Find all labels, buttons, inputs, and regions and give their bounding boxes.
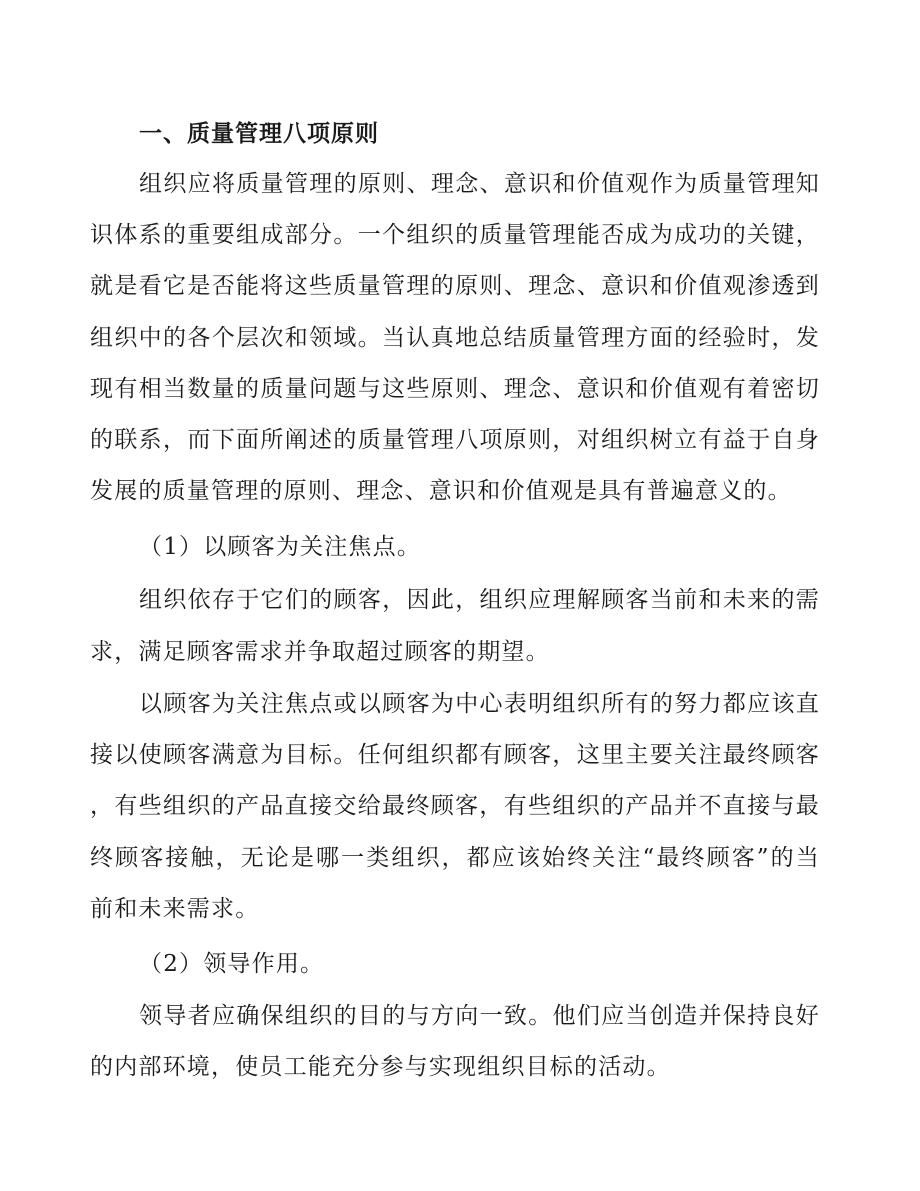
paragraph-line: 发展的质量管理的原则、理念、意识和价值观是具有普遍意义的。 xyxy=(90,478,792,504)
paragraph-line: 现有相当数量的质量问题与这些原则、理念、意识和价值观有着密切 xyxy=(90,376,820,402)
paragraph-line: 组织中的各个层次和领域。当认真地总结质量管理方面的经验时，发 xyxy=(90,325,820,351)
paragraph-line: 就是看它是否能将这些质量管理的原则、理念、意识和价值观渗透到 xyxy=(90,273,820,299)
paragraph-line: 求，满足顾客需求并争取超过顾客的期望。 xyxy=(90,639,550,665)
paragraph-line: 以顾客为关注焦点或以顾客为中心表明组织所有的努力都应该直 xyxy=(139,691,820,717)
paragraph-line: 接以使顾客满意为目标。任何组织都有顾客，这里主要关注最终顾客 xyxy=(90,742,820,768)
section-heading: 一、质量管理八项原则 xyxy=(139,121,379,147)
paragraph-line: 识体系的重要组成部分。一个组织的质量管理能否成为成功的关键， xyxy=(90,222,820,248)
paragraph-line: 组织依存于它们的顾客，因此，组织应理解顾客当前和未来的需 xyxy=(139,587,820,613)
paragraph-line: 组织应将质量管理的原则、理念、意识和价值观作为质量管理知 xyxy=(139,171,820,197)
paragraph-line: 前和未来需求。 xyxy=(90,896,260,922)
principle-title: （2）领导作用。 xyxy=(139,951,325,977)
paragraph-line: ，有些组织的产品直接交给最终顾客，有些组织的产品并不直接与最 xyxy=(90,793,820,819)
paragraph-line: 领导者应确保组织的目的与方向一致。他们应当创造并保持良好 xyxy=(139,1003,820,1029)
paragraph-line: 终顾客接触，无论是哪一类组织，都应该始终关注“最终顾客”的当 xyxy=(90,845,820,871)
principle-title: （1）以顾客为关注焦点。 xyxy=(139,534,422,560)
paragraph-line: 的联系，而下面所阐述的质量管理八项原则，对组织树立有益于自身 xyxy=(90,427,820,453)
paragraph-line: 的内部环境，使员工能充分参与实现组织目标的活动。 xyxy=(90,1054,671,1080)
